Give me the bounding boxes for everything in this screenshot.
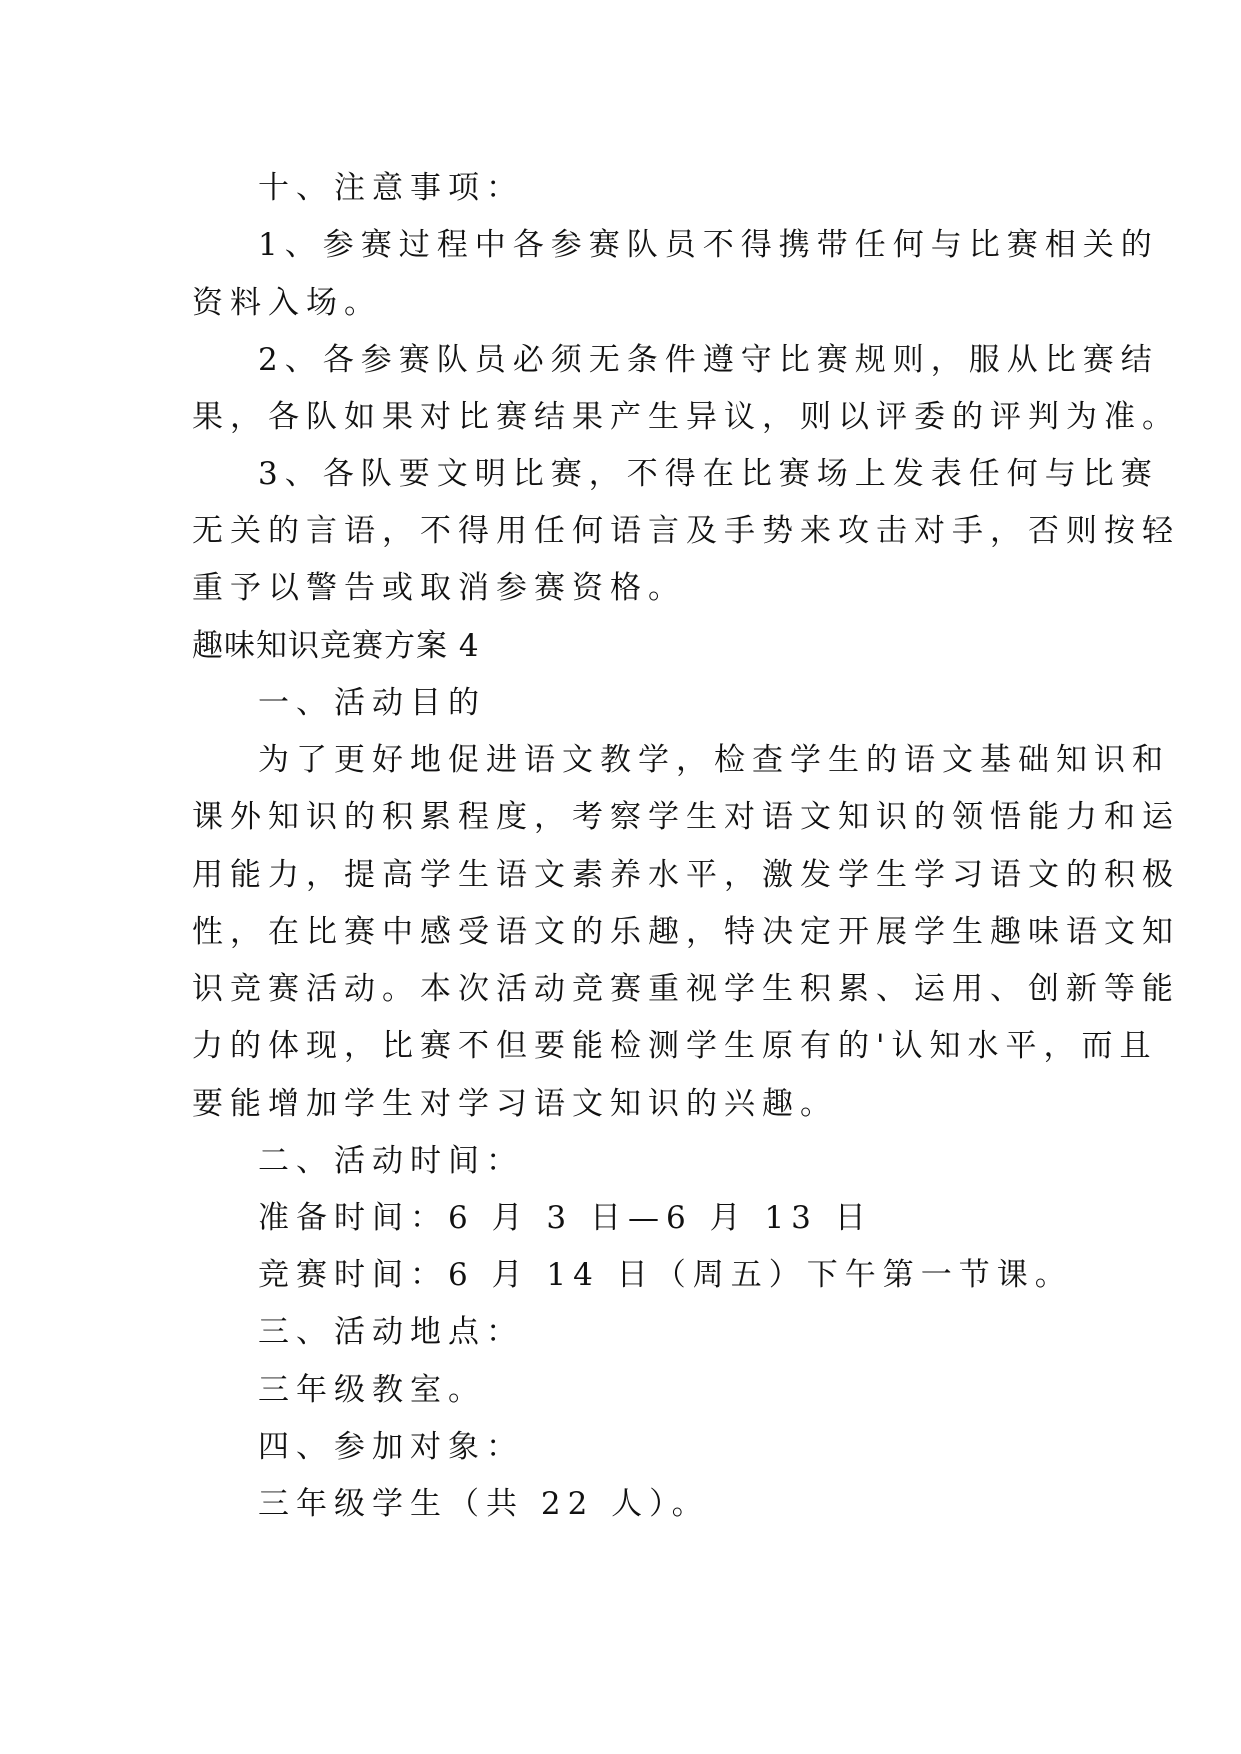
section-heading-purpose: 一、活动目的: [258, 685, 486, 721]
location-line: 三年级教室。: [258, 1372, 486, 1408]
paragraph-line: 要能增加学生对学习语文知识的兴趣。: [192, 1086, 838, 1122]
paragraph-line: 性，在比赛中感受语文的乐趣，特决定开展学生趣味语文知: [192, 914, 1180, 950]
paragraph-line: 为了更好地促进语文教学，检查学生的语文基础知识和: [258, 742, 1170, 778]
section-heading-participants: 四、参加对象：: [258, 1429, 524, 1465]
paragraph-line: 2、各参赛队员必须无条件遵守比赛规则，服从比赛结: [258, 342, 1159, 378]
paragraph-line: 课外知识的积累程度，考察学生对语文知识的领悟能力和运: [192, 799, 1180, 835]
paragraph-line: 重予以警告或取消参赛资格。: [192, 570, 686, 606]
section-heading-notes: 十、注意事项：: [258, 170, 524, 206]
section-heading-location: 三、活动地点：: [258, 1314, 524, 1350]
contest-time-line: 竞赛时间：6 月 14 日（周五）下午第一节课。: [258, 1257, 1073, 1293]
section-heading-time: 二、活动时间：: [258, 1143, 524, 1179]
paragraph-line: 用能力，提高学生语文素养水平，激发学生学习语文的积极: [192, 857, 1180, 893]
paragraph-line: 果，各队如果对比赛结果产生异议，则以评委的评判为准。: [192, 399, 1180, 435]
paragraph-line: 力的体现，比赛不但要能检测学生原有的'认知水平，而且: [192, 1028, 1158, 1064]
paragraph-line: 1、参赛过程中各参赛队员不得携带任何与比赛相关的: [258, 227, 1159, 263]
paragraph-line: 资料入场。: [192, 285, 382, 321]
paragraph-line: 识竞赛活动。本次活动竞赛重视学生积累、运用、创新等能: [192, 971, 1180, 1007]
participants-line: 三年级学生（共 22 人）。: [258, 1486, 710, 1522]
prep-time-line: 准备时间：6 月 3 日—6 月 13 日: [258, 1200, 873, 1236]
paragraph-line: 无关的言语，不得用任何语言及手势来攻击对手，否则按轻: [192, 513, 1180, 549]
paragraph-line: 3、各队要文明比赛，不得在比赛场上发表任何与比赛: [258, 456, 1159, 492]
document-section-title: 趣味知识竞赛方案 4: [192, 628, 480, 664]
